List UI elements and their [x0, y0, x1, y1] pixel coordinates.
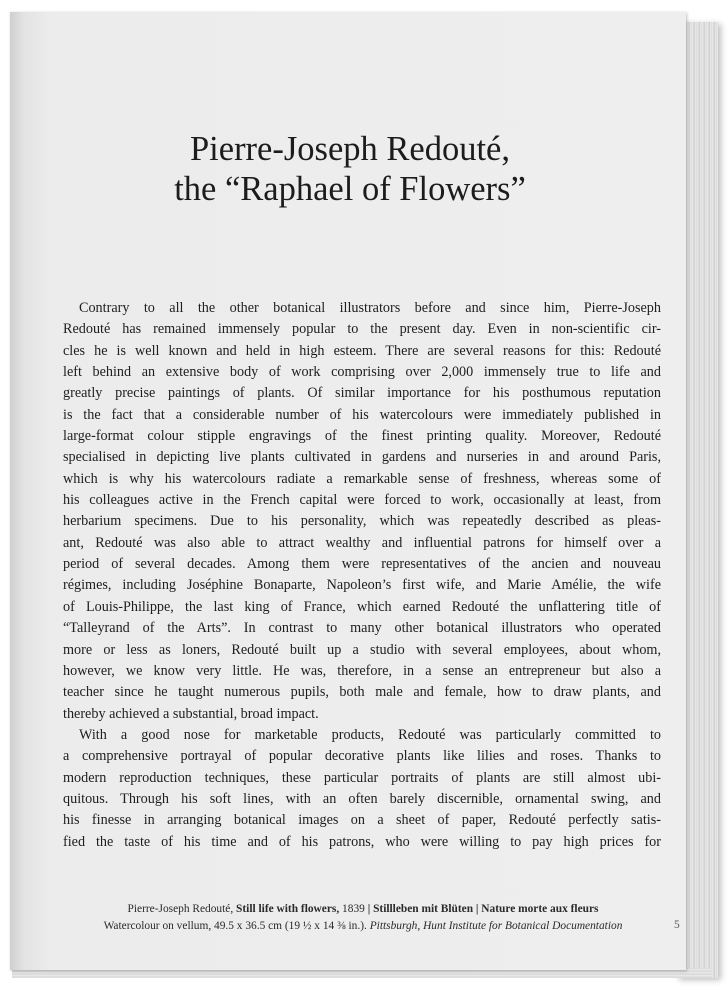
body-line: teacher since he taught numerous pupils, both male and female, how to draw plants, and [63, 684, 661, 701]
body-line: régimes, including Joséphine Bonaparte, Napoleon’s first wife, and Marie Amélie, the wife [63, 577, 661, 594]
caption-separator: | [475, 903, 479, 915]
body-line: greatly precise paintings of plants. Of similar importance for his posthumous reputation [63, 385, 661, 402]
caption-line-1 [63, 901, 663, 918]
body-line: herbarium specimens. Due to his personality, which was repeatedly described as pleas- [63, 513, 661, 530]
body-line: of Louis-Philippe, the last king of France, which earned Redouté the unflattering title of [63, 598, 661, 615]
body-line: quitous. Through his soft lines, with an often barely discernible, ornamental swing, and [63, 790, 661, 807]
chapter-title-line-2: the “Raphael of Flowers” [174, 170, 526, 208]
caption-title-fr: Nature morte aux fleurs [481, 903, 599, 915]
body-line: With a good nose for marketable products, Redouté was particularly committed to [79, 726, 661, 743]
body-line: more or less as loners, Redouté built up a studio with several employees, about whom, [63, 641, 661, 658]
caption-line-2 [63, 918, 663, 935]
body-line: period of several decades. Among them were representatives of the ancien and nouveau [63, 556, 661, 573]
caption-title-en: Still life with flowers, [236, 903, 340, 915]
body-line: his colleagues active in the French capital were forced to work, occasionally at least, from [63, 492, 661, 509]
body-line: modern reproduction techniques, these particular portraits of plants are still almost ubi- [63, 769, 661, 786]
caption-title-de: Stillleben mit Blüten [373, 903, 474, 915]
body-line: “Talleyrand of the Arts”. In contrast to many other botanical illustrators who operated [63, 620, 661, 637]
body-text [63, 298, 661, 853]
body-line: left behind an extensive body of work comprising over 2,000 immensely true to life and [63, 364, 661, 381]
body-line: is the fact that a considerable number of his watercolours were immediately published in [63, 406, 661, 423]
body-line: Redouté has remained immensely popular to the present day. Even in non-scientific cir- [63, 321, 661, 338]
body-line: however, we know very little. He was, therefore, in a sense an entrepreneur but also a [63, 662, 661, 679]
caption-medium: Watercolour on vellum, 49.5 x 36.5 cm (19 ½ x 14 ⅜ in.). [103, 920, 367, 932]
body-line: ant, Redouté was also able to attract wealthy and influential patrons for himself over a [63, 534, 661, 551]
book-page [10, 12, 686, 970]
body-line: Contrary to all the other botanical illustrators before and since him, Pierre-Joseph [79, 300, 661, 316]
body-line: a comprehensive portrayal of popular decorative plants like lilies and roses. Thanks to [63, 748, 661, 765]
page-number: 5 [674, 919, 680, 931]
caption-year: 1839 [342, 903, 365, 915]
caption-artist: Pierre-Joseph Redouté, [127, 903, 234, 915]
figure-caption [63, 901, 663, 935]
caption-separator: | [367, 903, 371, 915]
body-line: his finesse in arranging botanical images on a sheet of paper, Redouté perfectly satis- [63, 812, 661, 829]
body-line: large-format colour stipple engravings of the finest printing quality. Moreover, Redouté [63, 428, 661, 445]
caption-collection: Pittsburgh, Hunt Institute for Botanical Documentation [369, 920, 623, 932]
body-line: which is why his watercolours radiate a remarkable sense of freshness, whereas some of [63, 470, 661, 487]
body-line: cles he is well known and held in high esteem. There are several reasons for this: Redouté [63, 342, 661, 359]
body-line: fied the taste of his time and of his patrons, who were willing to pay high prices for [63, 833, 661, 850]
chapter-title-line-1: Pierre-Joseph Redouté, [189, 130, 510, 168]
chapter-title [50, 129, 650, 209]
body-line: thereby achieved a substantial, broad impact. [63, 705, 319, 722]
body-line: specialised in depicting live plants cultivated in gardens and nurseries in and around Paris, [63, 449, 661, 466]
